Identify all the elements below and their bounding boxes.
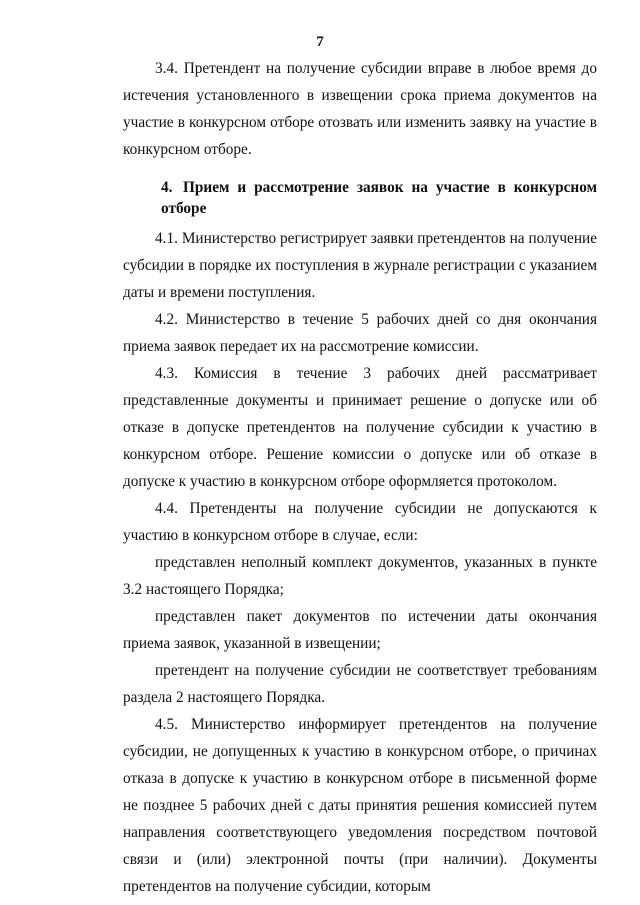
- list-item-incomplete-documents: представлен неполный комплект документов, указанных в пункте 3.2 настоящего Порядка;: [123, 554, 597, 598]
- paragraph-3-4: 3.4. Претендент на получение субсидии вправе в любое время до истечения установленного в извещении срока приема документов на участие в конкурсном отборе отозвать или изменить заявку на участие в конкурсном отборе.: [123, 60, 597, 158]
- section-4-body: [123, 225, 597, 900]
- paragraph-4-4: 4.4. Претенденты на получение субсидии не допускаются к участию в конкурсном отборе в случае, если:: [123, 500, 597, 544]
- paragraph-4-2: 4.2. Министерство в течение 5 рабочих дней со дня окончания приема заявок передает их на рассмотрение комиссии.: [123, 311, 597, 355]
- page-number: 7: [316, 34, 324, 50]
- paragraph-4-1: 4.1. Министерство регистрирует заявки претендентов на получение субсидии в порядке их поступления в журнале регистрации с указанием даты и времени поступления.: [123, 230, 597, 301]
- paragraph-4-3: 4.3. Комиссия в течение 3 рабочих дней рассматривает представленные документы и принимает решение о допуске или об отказе в допуске претендентов на получение субсидии к участию в конкурсном отборе. Решение комиссии о допуске или об отказе в допуске к участию в конкурсном отборе оформляется протоколом.: [123, 365, 597, 490]
- paragraph-4-5: 4.5. Министерство информирует претендентов на получение субсидии, не допущенных к участию в конкурсном отборе, о причинах отказа в допуске к участию в конкурсном отборе в письменной форме не позднее 5 рабочих дней с даты принятия решения комиссией путем направления соответствующего уведомления посредством почтовой связи и (или) электронной почты (при наличии). Документы претендентов на получение субсидии, которым: [123, 716, 597, 895]
- section-4-title: Прием и рассмотрение заявок на участие в конкурсном отборе: [161, 179, 597, 217]
- list-item-late-submission: представлен пакет документов по истечении даты окончания приема заявок, указанной в извещении;: [123, 608, 597, 652]
- list-item-requirements-mismatch: претендент на получение субсидии не соответствует требованиям раздела 2 настоящего Порядка.: [123, 662, 597, 706]
- section-4-number: 4.: [161, 179, 173, 196]
- section-3-4-block: [123, 55, 597, 163]
- section-4-heading: [161, 177, 597, 219]
